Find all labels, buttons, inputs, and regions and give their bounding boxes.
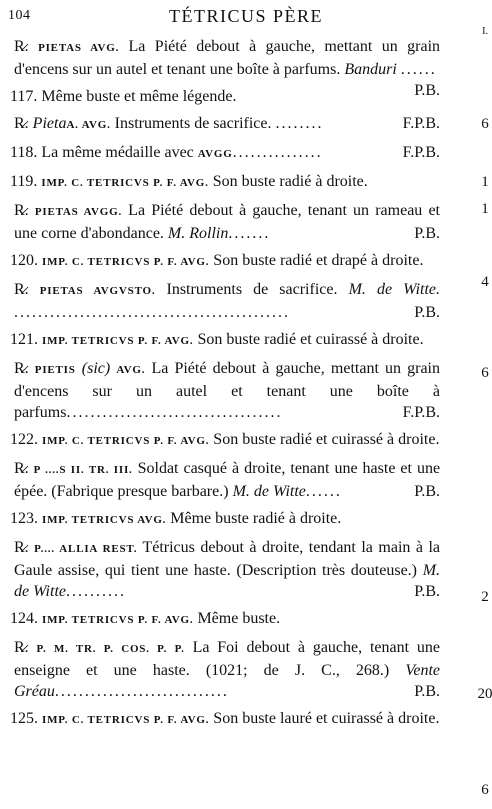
page-number: 104 — [8, 8, 31, 23]
reverse-symbol: R̷. — [14, 281, 29, 298]
entry-number: 123. — [10, 510, 38, 527]
legend: P.... ALLIA REST. — [34, 543, 138, 555]
obverse-entry — [10, 708, 440, 731]
value: 1 — [481, 174, 489, 190]
description: Tétricus debout à droite, tendant la main à la Gaule assise, qui tient une haste. (Description très douteuse.) — [14, 539, 441, 579]
legend: A. AVG. — [66, 119, 111, 131]
description: Même buste. — [197, 610, 281, 627]
running-head: TÉTRICUS PÈRE — [168, 6, 323, 26]
entry-number: 120. — [10, 252, 38, 269]
value: 2 — [481, 589, 489, 605]
coin-catalogue — [10, 36, 492, 798]
description: Instruments de sacrifice. — [166, 281, 338, 298]
leader-dots: ............................. — [54, 683, 229, 700]
metal: P.B. — [414, 225, 440, 242]
description: Son buste lauré et cuirassé à droite. — [213, 710, 440, 727]
value: 6 — [481, 365, 489, 381]
reverse-entry — [10, 637, 440, 702]
description: Instruments de sacrifice. — [114, 115, 272, 132]
reverse-symbol: R̷. — [14, 202, 29, 219]
obverse-entry — [10, 250, 440, 273]
metal: P.B. — [414, 483, 440, 500]
legend: IMP. TETRICVS P. F. AVG. — [42, 614, 194, 626]
metal: P.B. — [414, 304, 440, 321]
obverse-entry — [10, 86, 440, 107]
obverse-entry — [10, 429, 440, 452]
citation: M. de Witte — [232, 483, 306, 500]
metal: F.P.B. — [402, 144, 440, 161]
reverse-symbol: R̷. — [14, 460, 29, 477]
citation: M. de Witte — [14, 562, 441, 600]
leader-dots: ........ — [275, 115, 324, 132]
metal: P.B. — [414, 683, 440, 700]
citation: M. Rollin — [167, 225, 229, 242]
legend: AVGG — [197, 148, 233, 160]
value: 20 — [477, 686, 492, 702]
description: Son buste radié et cuirassé à droite. — [213, 431, 440, 448]
reverse-symbol: R̷. — [14, 539, 29, 556]
metal: P.B. — [414, 583, 440, 600]
legend: P. M. TR. P. COS. P. P. — [36, 643, 185, 655]
legend-italic: Pieta — [32, 115, 67, 132]
leader-dots: ............... — [232, 144, 323, 161]
description: Même buste radié à droite. — [170, 510, 342, 527]
entry-number: 121. — [10, 331, 38, 348]
sic-note: (sic) — [81, 360, 111, 377]
legend: PIETIS — [34, 364, 76, 376]
entry-number: 117. — [10, 88, 38, 105]
description: Son buste radié et drapé à droite. — [213, 252, 424, 269]
leader-dots: ....... — [228, 225, 271, 242]
description: Son buste radié et cuirassé à droite. — [197, 331, 424, 348]
reverse-symbol: R̷. — [14, 38, 29, 55]
legend: IMP. C. TETRICVS P. F. AVG. — [42, 435, 210, 447]
value: 6 — [481, 116, 489, 132]
leader-dots: ...... — [305, 483, 342, 500]
description: Son buste radié à droite. — [212, 173, 368, 190]
reverse-entry — [10, 358, 440, 423]
description: Même buste et même légende. — [41, 88, 237, 105]
legend: PIETAS AVGG. — [34, 206, 122, 218]
legend: IMP. C. TETRICVS P. F. AVG. — [42, 256, 210, 268]
description: Soldat casqué à droite, tenant une haste et une épée. (Fabrique presque barbare.) — [14, 460, 441, 500]
metal: F.P.B. — [402, 115, 440, 132]
entry-number: 125. — [10, 710, 38, 727]
entry-number: 118. — [10, 144, 38, 161]
legend: IMP. C. TETRICVS P. F. AVG. — [42, 714, 210, 726]
value: 4 — [481, 274, 489, 290]
metal: P.B. — [414, 82, 440, 99]
leader-dots: .............................................. — [14, 304, 290, 321]
description: La Piété debout à gauche, mettant un grain d'encens sur un autel et tenant une boîte à parfums — [14, 360, 441, 421]
citation: Banduri — [344, 61, 397, 78]
legend: PIETAS AVG. — [38, 42, 120, 54]
corner-mark: I. — [482, 26, 488, 37]
description: La Piété debout à gauche, mettant un grain d'encens sur un autel et tenant une boîte à parfums. — [14, 38, 441, 78]
legend: IMP. C. TETRICVS P. F. AVG. — [41, 177, 209, 189]
obverse-entry — [10, 329, 440, 352]
reverse-symbol: R̷. — [14, 639, 29, 656]
entry-number: 122. — [10, 431, 38, 448]
obverse-entry — [10, 508, 440, 531]
obverse-entry — [10, 142, 440, 165]
metal: F.P.B. — [402, 404, 440, 421]
reverse-symbol: R̷. — [14, 360, 29, 377]
reverse-entry — [10, 200, 440, 244]
leader-dots: .......... — [65, 583, 126, 600]
obverse-entry — [10, 608, 440, 631]
legend: IMP. TETRICVS AVG. — [42, 514, 167, 526]
legend: IMP. TETRICVS P. F. AVG. — [42, 335, 194, 347]
description: La Piété debout à gauche, tenant un rameau et une corne d'abondance. — [14, 202, 441, 242]
reverse-symbol: R̷. — [14, 115, 29, 132]
entry-number: 119. — [10, 173, 38, 190]
legend: AVG. — [116, 364, 146, 376]
obverse-entry — [10, 171, 440, 194]
value: 6 — [481, 782, 489, 798]
citation: M. de Witte. — [348, 281, 441, 298]
reverse-entry — [10, 537, 440, 602]
description: La même médaille avec — [41, 144, 194, 161]
value: 1 — [481, 201, 489, 217]
legend: PIETAS AVGVSTO. — [39, 285, 156, 297]
leader-dots: .................................... — [66, 404, 283, 421]
reverse-entry — [10, 113, 440, 136]
legend: P ....S II. TR. III. — [33, 464, 133, 476]
entry-number: 124. — [10, 610, 38, 627]
reverse-entry — [10, 458, 440, 502]
reverse-entry — [10, 279, 440, 323]
leader-dots: ...... — [400, 61, 437, 78]
citation: Vente Gréau — [14, 662, 441, 700]
description: La Foi debout à gauche, tenant une enseigne et une haste. (1021; de J. C., 268.) — [14, 639, 441, 679]
